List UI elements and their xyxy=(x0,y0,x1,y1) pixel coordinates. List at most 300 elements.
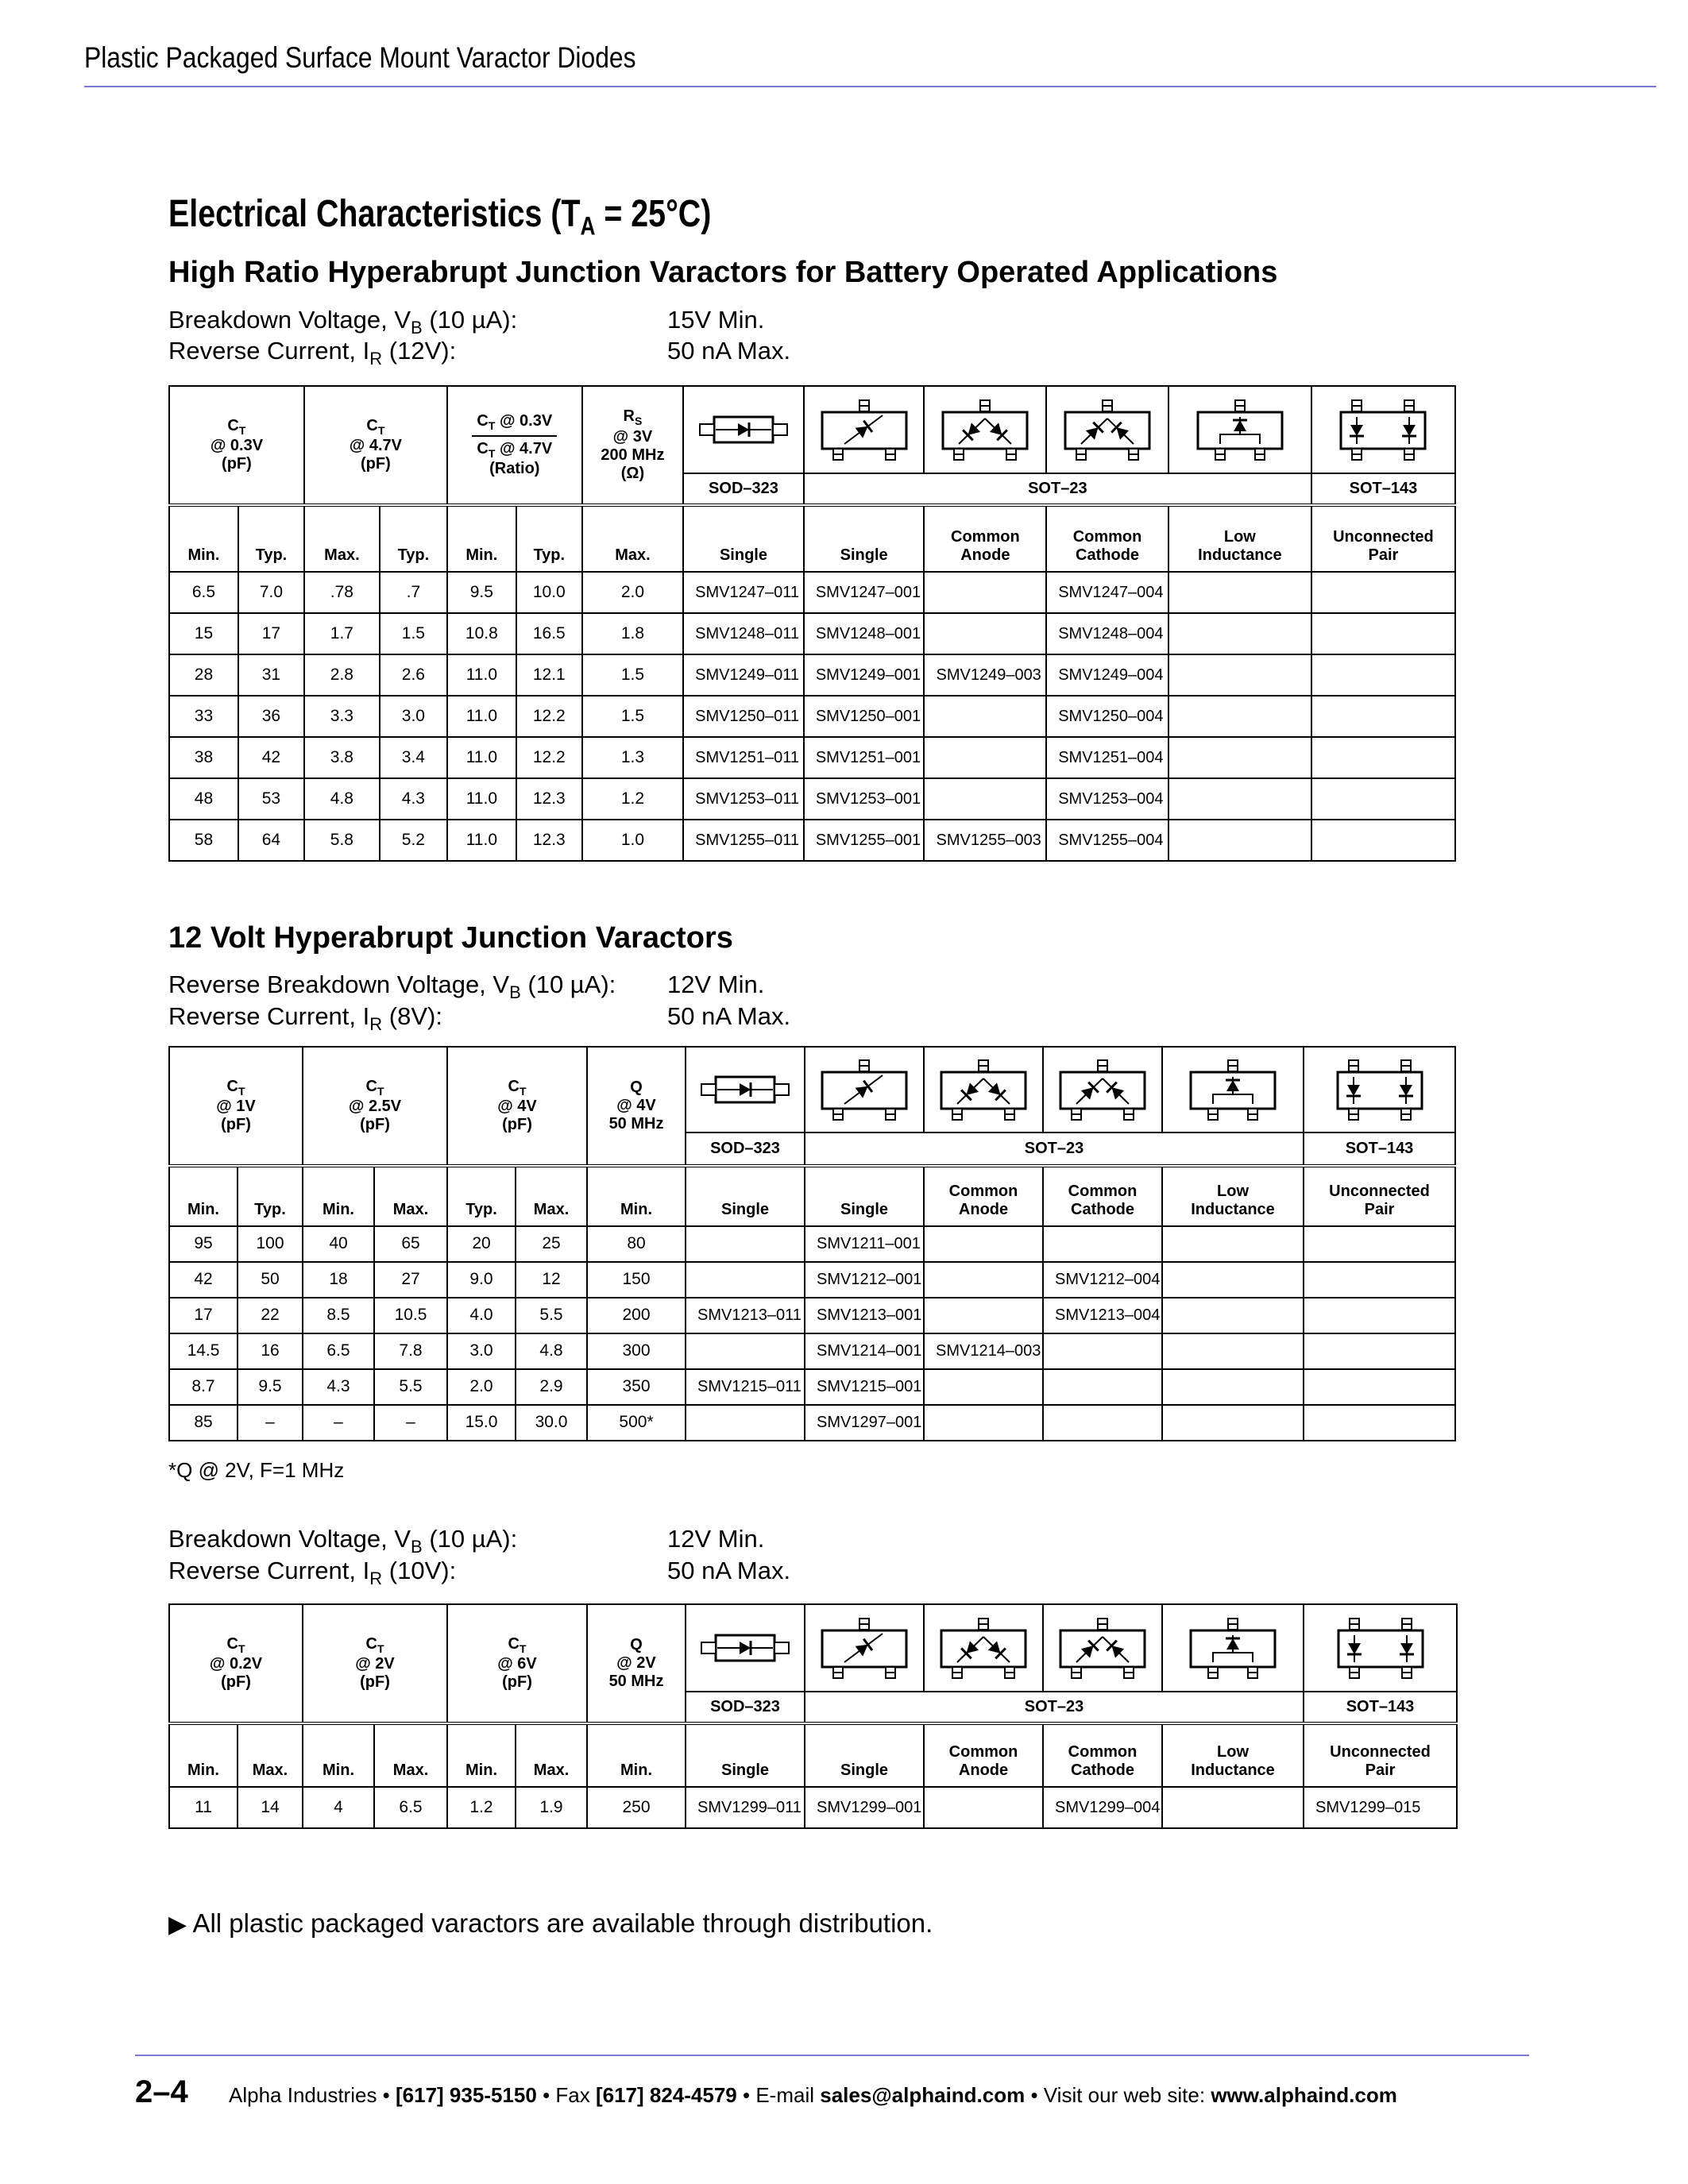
value-cell: 11.0 xyxy=(447,778,516,820)
value-cell: 2.0 xyxy=(582,572,683,613)
table-row xyxy=(169,1226,1455,1262)
package-sot23: SOT–23 xyxy=(805,1133,1304,1166)
package-sot143: SOT–143 xyxy=(1304,1692,1457,1723)
part-number-cell xyxy=(1311,613,1455,654)
value-cell: 50 xyxy=(238,1262,303,1298)
value-cell: 16.5 xyxy=(516,613,582,654)
value-cell: 4.0 xyxy=(447,1298,516,1333)
value-cell: 150 xyxy=(587,1262,686,1298)
value-cell: 17 xyxy=(238,613,304,654)
subheader-max: Max. xyxy=(516,1166,587,1226)
part-number-cell xyxy=(924,1226,1043,1262)
part-number-cell: SMV1255–001 xyxy=(804,820,925,861)
sod323-single-icon-graphic xyxy=(693,1616,797,1680)
subheader-max: Max. xyxy=(238,1723,303,1787)
config-single: Single xyxy=(686,1166,805,1226)
part-number-cell xyxy=(1304,1298,1455,1333)
part-number-cell xyxy=(924,696,1046,737)
footer-contact: Alpha Industries • [617] 935-5150 • Fax [617] 824-4579 • E-mail sales@alphaind.com • Visit our web site: www.alphaind.com xyxy=(229,2083,1397,2107)
sot23-common-cathode-icon xyxy=(1043,1604,1162,1692)
subheader-min: Min. xyxy=(303,1723,374,1787)
package-sot143: SOT–143 xyxy=(1304,1133,1455,1166)
package-sod323: SOD–323 xyxy=(686,1692,805,1723)
part-number-cell xyxy=(1168,778,1311,820)
value-cell: 65 xyxy=(374,1226,447,1262)
value-cell: 500* xyxy=(587,1405,686,1441)
part-number-cell xyxy=(1304,1226,1455,1262)
part-number-cell xyxy=(1043,1226,1162,1262)
sot23-single-icon-graphic xyxy=(813,398,916,461)
sod323-single-icon-graphic xyxy=(692,398,795,461)
value-cell: 48 xyxy=(169,778,238,820)
value-cell: 1.2 xyxy=(582,778,683,820)
sot143-unconnected-pair-icon-graphic xyxy=(1328,1058,1431,1121)
phone: [617] 935-5150 xyxy=(396,2083,537,2107)
value-cell: 3.8 xyxy=(304,737,380,778)
value-cell: 100 xyxy=(238,1226,303,1262)
sot23-low-inductance-icon xyxy=(1168,386,1311,473)
value-cell: 1.5 xyxy=(582,696,683,737)
param-breakdown-voltage: Breakdown Voltage, $V_B$ (10 µA): 12V Min. xyxy=(168,1525,765,1557)
param-value: 12V Min. xyxy=(667,970,765,998)
part-number-cell xyxy=(924,613,1046,654)
part-number-cell: SMV1247–001 xyxy=(804,572,925,613)
value-cell: 250 xyxy=(587,1787,686,1828)
part-number-cell xyxy=(1304,1262,1455,1298)
sot143-unconnected-pair-icon-graphic xyxy=(1331,398,1435,461)
header-q: Q @ 2V 50 MHz xyxy=(587,1604,686,1723)
subheader-max: Max. xyxy=(304,505,380,572)
value-cell: 31 xyxy=(238,654,304,696)
part-number-cell xyxy=(686,1226,805,1262)
subheader-min: Min. xyxy=(303,1166,374,1226)
part-number-cell xyxy=(1168,820,1311,861)
header-ct-1: $C_T$ @ 0.2V (pF) xyxy=(169,1604,303,1723)
table-row xyxy=(169,1405,1455,1441)
part-number-cell: SMV1253–004 xyxy=(1046,778,1168,820)
value-cell: 36 xyxy=(238,696,304,737)
part-number-cell xyxy=(1162,1226,1304,1262)
header-rs: $R_S$ @ 3V 200 MHz (Ω) xyxy=(582,386,683,505)
table-row xyxy=(169,1298,1455,1333)
part-number-cell: SMV1253–011 xyxy=(683,778,804,820)
value-cell: 9.0 xyxy=(447,1262,516,1298)
subheader-typ: Typ. xyxy=(380,505,447,572)
subheader-min: Min. xyxy=(587,1723,686,1787)
header-ct-2: $C_T$ @ 4.7V (pF) xyxy=(304,386,447,505)
value-cell: 11.0 xyxy=(447,696,516,737)
part-number-cell xyxy=(1168,654,1311,696)
value-cell: 85 xyxy=(169,1405,238,1441)
value-cell: 28 xyxy=(169,654,238,696)
param-value: 12V Min. xyxy=(667,1525,765,1553)
sot23-common-anode-icon xyxy=(924,386,1046,473)
value-cell: .7 xyxy=(380,572,447,613)
part-number-cell xyxy=(1162,1262,1304,1298)
part-number-cell: SMV1249–003 xyxy=(924,654,1046,696)
part-number-cell: SMV1212–001 xyxy=(805,1262,924,1298)
distribution-note: ▶ All plastic packaged varactors are available through distribution. xyxy=(168,1908,933,1938)
value-cell: 6.5 xyxy=(374,1787,447,1828)
value-cell: 3.3 xyxy=(304,696,380,737)
value-cell: 1.9 xyxy=(516,1787,587,1828)
spec-table-high-ratio xyxy=(168,385,1456,862)
param-breakdown-voltage: Breakdown Voltage, $V_B$ (10 µA): 15V Min. xyxy=(168,306,765,338)
part-number-cell: SMV1255–003 xyxy=(924,820,1046,861)
config-unconnected-pair: Unconnected Pair xyxy=(1304,1166,1455,1226)
header-ct-2: $C_T$ @ 2.5V (pF) xyxy=(303,1047,447,1166)
value-cell: – xyxy=(303,1405,374,1441)
sot23-single-icon-graphic xyxy=(813,1616,916,1680)
subheader-min: Min. xyxy=(447,1723,516,1787)
value-cell: 9.5 xyxy=(238,1369,303,1405)
value-cell: .78 xyxy=(304,572,380,613)
value-cell: 1.8 xyxy=(582,613,683,654)
value-cell: 1.3 xyxy=(582,737,683,778)
table-row xyxy=(169,654,1455,696)
running-head: Plastic Packaged Surface Mount Varactor Diodes xyxy=(84,41,636,74)
value-cell: – xyxy=(238,1405,303,1441)
sod323-single-icon-graphic xyxy=(693,1058,797,1121)
part-number-cell xyxy=(1162,1333,1304,1369)
value-cell: 38 xyxy=(169,737,238,778)
website-link[interactable]: www.alphaind.com xyxy=(1211,2083,1397,2107)
arrow-right-icon: ▶ xyxy=(168,1912,187,1938)
part-number-cell xyxy=(924,1405,1043,1441)
subheader-min: Min. xyxy=(587,1166,686,1226)
part-number-cell: SMV1249–011 xyxy=(683,654,804,696)
value-cell: 1.5 xyxy=(582,654,683,696)
part-number-cell xyxy=(1304,1405,1455,1441)
sot23-common-anode-icon xyxy=(924,1604,1043,1692)
part-number-cell: SMV1299–004 xyxy=(1043,1787,1162,1828)
part-number-cell xyxy=(1168,572,1311,613)
part-number-cell xyxy=(924,737,1046,778)
sod323-single-icon xyxy=(683,386,804,473)
param-reverse-current: Reverse Current, $I_R$ (10V): 50 nA Max. xyxy=(168,1557,791,1589)
value-cell: 5.2 xyxy=(380,820,447,861)
value-cell: 42 xyxy=(169,1262,238,1298)
value-cell: 350 xyxy=(587,1369,686,1405)
param-reverse-current: Reverse Current, $I_R$ (12V): 50 nA Max. xyxy=(168,337,791,369)
part-number-cell xyxy=(1311,737,1455,778)
sot23-common-cathode-icon xyxy=(1043,1047,1162,1133)
sot143-unconnected-pair-icon-graphic xyxy=(1329,1616,1432,1680)
value-cell: 4.8 xyxy=(516,1333,587,1369)
param-value: 50 nA Max. xyxy=(667,1557,791,1584)
part-number-cell xyxy=(686,1405,805,1441)
subheader-min: Min. xyxy=(169,1723,238,1787)
part-number-cell xyxy=(1304,1333,1455,1369)
value-cell: 1.5 xyxy=(380,613,447,654)
config-unconnected-pair: Unconnected Pair xyxy=(1311,505,1455,572)
table-row xyxy=(169,778,1455,820)
part-number-cell: SMV1215–011 xyxy=(686,1369,805,1405)
part-number-cell: SMV1250–004 xyxy=(1046,696,1168,737)
subheader-min: Min. xyxy=(169,505,238,572)
table-row xyxy=(169,1369,1455,1405)
value-cell: 5.8 xyxy=(304,820,380,861)
part-number-cell: SMV1213–011 xyxy=(686,1298,805,1333)
value-cell: 6.5 xyxy=(169,572,238,613)
value-cell: 5.5 xyxy=(516,1298,587,1333)
part-number-cell xyxy=(1043,1333,1162,1369)
value-cell: 80 xyxy=(587,1226,686,1262)
part-number-cell: SMV1248–011 xyxy=(683,613,804,654)
value-cell: 2.9 xyxy=(516,1369,587,1405)
value-cell: 2.8 xyxy=(304,654,380,696)
sot23-common-anode-icon-graphic xyxy=(933,398,1037,461)
footer-rule xyxy=(135,2055,1529,2056)
part-number-cell: SMV1249–004 xyxy=(1046,654,1168,696)
part-number-cell: SMV1299–001 xyxy=(805,1787,924,1828)
sot23-single-icon xyxy=(804,386,925,473)
value-cell: 8.7 xyxy=(169,1369,238,1405)
part-number-cell xyxy=(1043,1369,1162,1405)
subheader-max: Max. xyxy=(582,505,683,572)
email-link[interactable]: sales@alphaind.com xyxy=(820,2083,1026,2107)
page-title: Electrical Characteristics $(T_A = 25^\circ C)$ xyxy=(168,193,712,241)
value-cell: 12.3 xyxy=(516,778,582,820)
table-row xyxy=(169,1787,1457,1828)
config-low-inductance: Low Inductance xyxy=(1162,1723,1304,1787)
subheader-min: Min. xyxy=(447,505,516,572)
part-number-cell xyxy=(1162,1405,1304,1441)
sod323-single-icon xyxy=(686,1047,805,1133)
section-title-12-volt: 12 Volt Hyperabrupt Junction Varactors xyxy=(168,921,733,955)
value-cell: 2.0 xyxy=(447,1369,516,1405)
sot23-common-anode-icon-graphic xyxy=(932,1616,1035,1680)
sot23-common-anode-icon-graphic xyxy=(932,1058,1035,1121)
config-common-anode: Common Anode xyxy=(924,1166,1043,1226)
value-cell: 58 xyxy=(169,820,238,861)
sot23-common-cathode-icon-graphic xyxy=(1056,398,1159,461)
value-cell: 6.5 xyxy=(303,1333,374,1369)
sot23-common-cathode-icon-graphic xyxy=(1051,1058,1154,1121)
value-cell: 10.0 xyxy=(516,572,582,613)
config-single: Single xyxy=(805,1166,924,1226)
value-cell: 14.5 xyxy=(169,1333,238,1369)
part-number-cell: SMV1213–001 xyxy=(805,1298,924,1333)
part-number-cell: SMV1297–001 xyxy=(805,1405,924,1441)
value-cell: 4 xyxy=(303,1787,374,1828)
sot23-low-inductance-icon-graphic xyxy=(1188,398,1292,461)
sot23-common-cathode-icon-graphic xyxy=(1051,1616,1154,1680)
subheader-typ: Typ. xyxy=(238,1166,303,1226)
table-row xyxy=(169,737,1455,778)
part-number-cell xyxy=(1311,572,1455,613)
part-number-cell xyxy=(924,778,1046,820)
config-single: Single xyxy=(686,1723,805,1787)
part-number-cell: SMV1248–001 xyxy=(804,613,925,654)
value-cell: – xyxy=(374,1405,447,1441)
part-number-cell: SMV1247–011 xyxy=(683,572,804,613)
value-cell: 11.0 xyxy=(447,820,516,861)
part-number-cell xyxy=(924,572,1046,613)
part-number-cell: SMV1249–001 xyxy=(804,654,925,696)
value-cell: 22 xyxy=(238,1298,303,1333)
header-ct-1: $C_T$ @ 1V (pF) xyxy=(169,1047,303,1166)
header-ct-2: $C_T$ @ 2V (pF) xyxy=(303,1604,447,1723)
sot23-single-icon xyxy=(805,1047,924,1133)
config-common-cathode: Common Cathode xyxy=(1046,505,1168,572)
value-cell: 3.4 xyxy=(380,737,447,778)
part-number-cell: SMV1255–011 xyxy=(683,820,804,861)
param-value: 50 nA Max. xyxy=(667,337,791,365)
value-cell: 14 xyxy=(238,1787,303,1828)
part-number-cell: SMV1251–011 xyxy=(683,737,804,778)
value-cell: 11 xyxy=(169,1787,238,1828)
part-number-cell xyxy=(1168,737,1311,778)
config-single: Single xyxy=(805,1723,924,1787)
value-cell: 2.6 xyxy=(380,654,447,696)
table-row xyxy=(169,572,1455,613)
header-q: Q @ 4V 50 MHz xyxy=(587,1047,686,1166)
value-cell: 3.0 xyxy=(447,1333,516,1369)
part-number-cell xyxy=(1168,696,1311,737)
package-sot143: SOT–143 xyxy=(1311,473,1455,505)
sot23-single-icon xyxy=(805,1604,924,1692)
value-cell: 25 xyxy=(516,1226,587,1262)
sot23-single-icon-graphic xyxy=(813,1058,916,1121)
value-cell: 4.8 xyxy=(304,778,380,820)
part-number-cell: SMV1212–004 xyxy=(1043,1262,1162,1298)
part-number-cell: SMV1253–001 xyxy=(804,778,925,820)
header-rule xyxy=(84,86,1656,87)
value-cell: 3.0 xyxy=(380,696,447,737)
fax: [617] 824-4579 xyxy=(595,2083,737,2107)
part-number-cell xyxy=(1311,696,1455,737)
config-common-cathode: Common Cathode xyxy=(1043,1723,1162,1787)
subheader-max: Max. xyxy=(374,1166,447,1226)
part-number-cell: SMV1299–015 xyxy=(1304,1787,1457,1828)
part-number-cell xyxy=(1162,1298,1304,1333)
value-cell: 200 xyxy=(587,1298,686,1333)
header-ct-3: $C_T$ @ 4V (pF) xyxy=(447,1047,587,1166)
table-row xyxy=(169,820,1455,861)
part-number-cell xyxy=(1304,1369,1455,1405)
package-sot23: SOT–23 xyxy=(804,473,1311,505)
config-common-cathode: Common Cathode xyxy=(1043,1166,1162,1226)
footnote: *Q @ 2V, F=1 MHz xyxy=(168,1458,345,1482)
part-number-cell xyxy=(924,1787,1043,1828)
subheader-max: Max. xyxy=(516,1723,587,1787)
package-sod323: SOD–323 xyxy=(686,1133,805,1166)
param-value: 50 nA Max. xyxy=(667,1002,791,1030)
part-number-cell xyxy=(1168,613,1311,654)
value-cell: 20 xyxy=(447,1226,516,1262)
value-cell: 64 xyxy=(238,820,304,861)
part-number-cell xyxy=(1311,654,1455,696)
value-cell: 1.7 xyxy=(304,613,380,654)
sot23-low-inductance-icon-graphic xyxy=(1181,1616,1284,1680)
value-cell: 1.0 xyxy=(582,820,683,861)
sot23-low-inductance-icon-graphic xyxy=(1181,1058,1284,1121)
package-sot23: SOT–23 xyxy=(805,1692,1304,1723)
value-cell: 95 xyxy=(169,1226,238,1262)
part-number-cell xyxy=(1162,1369,1304,1405)
subheader-typ: Typ. xyxy=(516,505,582,572)
config-low-inductance: Low Inductance xyxy=(1168,505,1311,572)
value-cell: 12.2 xyxy=(516,696,582,737)
subheader-typ: Typ. xyxy=(238,505,304,572)
value-cell: 11.0 xyxy=(447,654,516,696)
value-cell: 10.5 xyxy=(374,1298,447,1333)
part-number-cell: SMV1299–011 xyxy=(686,1787,805,1828)
config-common-anode: Common Anode xyxy=(924,1723,1043,1787)
value-cell: 12.2 xyxy=(516,737,582,778)
value-cell: 4.3 xyxy=(380,778,447,820)
sot143-unconnected-pair-icon xyxy=(1311,386,1455,473)
value-cell: 42 xyxy=(238,737,304,778)
subheader-max: Max. xyxy=(374,1723,447,1787)
part-number-cell: SMV1250–001 xyxy=(804,696,925,737)
part-number-cell: SMV1214–001 xyxy=(805,1333,924,1369)
part-number-cell xyxy=(1311,778,1455,820)
sot143-unconnected-pair-icon xyxy=(1304,1604,1457,1692)
value-cell: 12.3 xyxy=(516,820,582,861)
value-cell: 40 xyxy=(303,1226,374,1262)
part-number-cell: SMV1213–004 xyxy=(1043,1298,1162,1333)
config-single: Single xyxy=(683,505,804,572)
spec-table-section-3 xyxy=(168,1603,1458,1829)
table-row xyxy=(169,696,1455,737)
value-cell: 17 xyxy=(169,1298,238,1333)
header-ct-ratio: $\frac{C_T @ 0.3V}{C_T @ 4.7V}$ (Ratio) xyxy=(447,386,582,505)
value-cell: 12.1 xyxy=(516,654,582,696)
part-number-cell xyxy=(686,1262,805,1298)
param-reverse-breakdown-voltage: Reverse Breakdown Voltage, $V_B$ (10 µA): 12V Min. xyxy=(168,970,765,1003)
part-number-cell: SMV1250–011 xyxy=(683,696,804,737)
part-number-cell: SMV1248–004 xyxy=(1046,613,1168,654)
value-cell: 33 xyxy=(169,696,238,737)
value-cell: 8.5 xyxy=(303,1298,374,1333)
config-single: Single xyxy=(804,505,925,572)
value-cell: 10.8 xyxy=(447,613,516,654)
part-number-cell xyxy=(1311,820,1455,861)
part-number-cell xyxy=(924,1298,1043,1333)
value-cell: 7.8 xyxy=(374,1333,447,1369)
part-number-cell: SMV1251–004 xyxy=(1046,737,1168,778)
package-sod323: SOD–323 xyxy=(683,473,804,505)
value-cell: 15.0 xyxy=(447,1405,516,1441)
table-row xyxy=(169,613,1455,654)
config-low-inductance: Low Inductance xyxy=(1162,1166,1304,1226)
sot143-unconnected-pair-icon xyxy=(1304,1047,1455,1133)
sot23-common-anode-icon xyxy=(924,1047,1043,1133)
config-common-anode: Common Anode xyxy=(924,505,1046,572)
value-cell: 30.0 xyxy=(516,1405,587,1441)
part-number-cell xyxy=(1043,1405,1162,1441)
subheader-min: Min. xyxy=(169,1166,238,1226)
value-cell: 5.5 xyxy=(374,1369,447,1405)
param-reverse-current: Reverse Current, $I_R$ (8V): 50 nA Max. xyxy=(168,1002,791,1035)
section-title-high-ratio: High Ratio Hyperabrupt Junction Varactors for Battery Operated Applications xyxy=(168,256,1278,289)
part-number-cell xyxy=(686,1333,805,1369)
sot23-common-cathode-icon xyxy=(1046,386,1168,473)
value-cell: 16 xyxy=(238,1333,303,1369)
value-cell: 1.2 xyxy=(447,1787,516,1828)
sot23-low-inductance-icon xyxy=(1162,1604,1304,1692)
table-row xyxy=(169,1262,1455,1298)
value-cell: 300 xyxy=(587,1333,686,1369)
part-number-cell: SMV1211–001 xyxy=(805,1226,924,1262)
value-cell: 27 xyxy=(374,1262,447,1298)
value-cell: 15 xyxy=(169,613,238,654)
page-number: 2–4 xyxy=(135,2074,188,2109)
header-ct-3: $C_T$ @ 6V (pF) xyxy=(447,1604,587,1723)
value-cell: 9.5 xyxy=(447,572,516,613)
